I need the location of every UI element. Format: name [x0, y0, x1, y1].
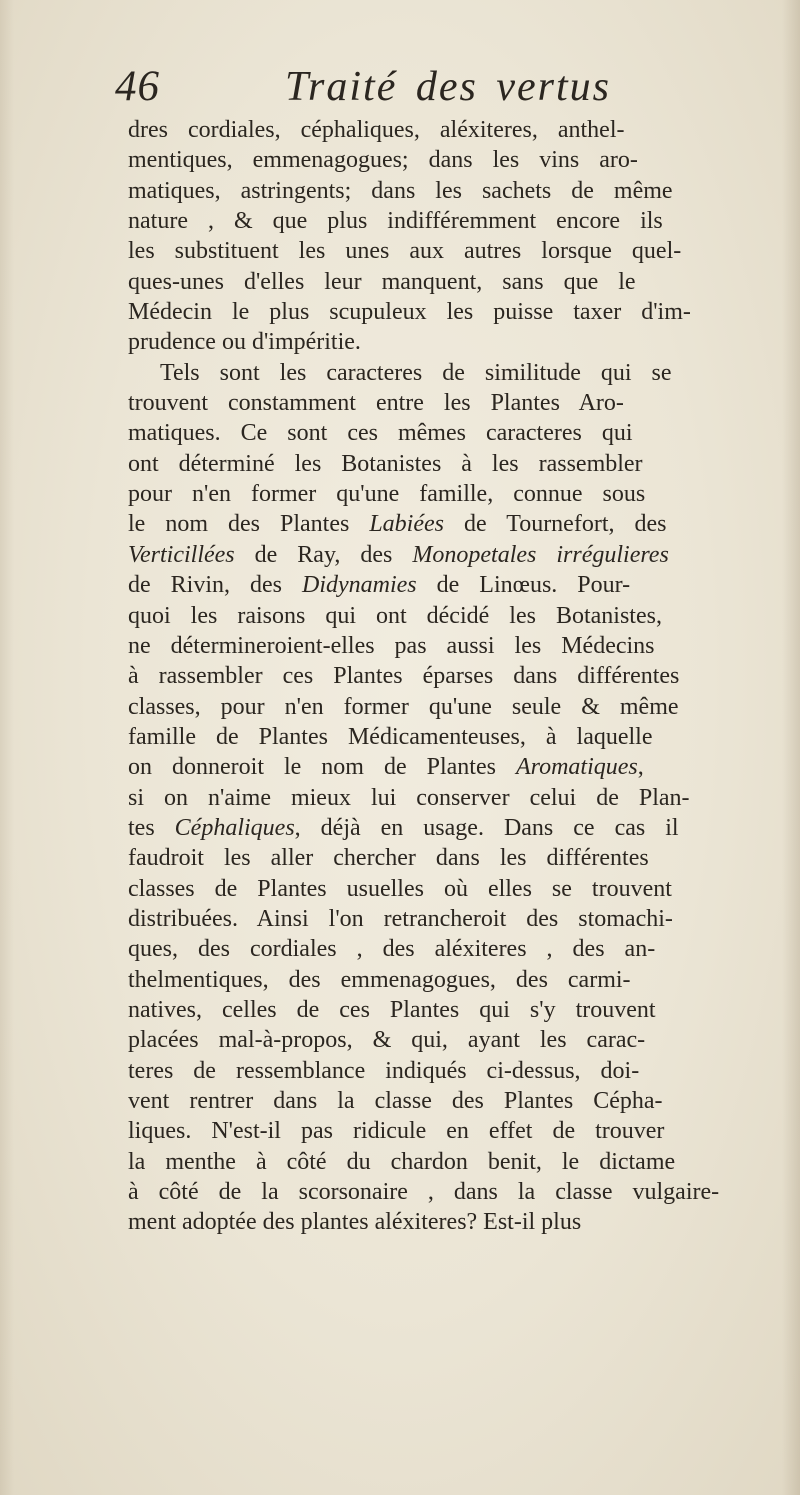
text-line [128, 692, 788, 722]
text-line-content: natives, celles de ces Plantes qui s'y trouvent [128, 996, 656, 1023]
text-line [128, 267, 788, 297]
text-line-content: ont déterminé les Botanistes à les rassembler [128, 450, 643, 477]
text-line-content: classes, pour n'en former qu'une seule & même [128, 693, 679, 720]
text-line-content: vent rentrer dans la classe des Plantes Cépha- [128, 1088, 663, 1114]
text-line-content: dres cordiales, céphaliques, aléxiteres, anthel- [128, 117, 625, 143]
text-line-content: pour n'en former qu'une famille, connue sous [128, 481, 646, 508]
text-line-content: tes Céphaliques, déjà en usage. Dans ce cas il [128, 814, 679, 841]
italic-term: Céphaliques [174, 814, 295, 841]
italic-term: Didynamies [302, 572, 417, 599]
text-line-content: ne détermineroient-elles pas aussi les Médecins [128, 632, 655, 659]
text-line-content: placées mal-à-propos, & qui, ayant les carac- [128, 1027, 646, 1054]
text-line [128, 540, 788, 570]
text-line [128, 115, 788, 145]
text-line [128, 995, 788, 1025]
text-line-content: distribuées. Ainsi l'on retrancheroit des stomachi- [128, 905, 673, 932]
text-line [128, 904, 788, 934]
text-line [128, 358, 788, 388]
text-line-content: ques-unes d'elles leur manquent, sans que le [128, 268, 636, 295]
text-line-content: ques, des cordiales , des aléxiteres , des an- [128, 936, 656, 963]
text-line-content: on donneroit le nom de Plantes Aromatiques, [128, 754, 644, 781]
text-line [128, 1025, 788, 1055]
italic-term: Aromatiques [515, 754, 638, 781]
text-line [128, 327, 788, 357]
text-line [128, 1086, 788, 1116]
text-line-content: prudence ou d'impéritie. [128, 329, 361, 356]
text-line [128, 1116, 788, 1146]
text-line-content: ment adoptée des plantes aléxiteres? Est-il plus [128, 1209, 582, 1236]
italic-term: Labiées [369, 511, 444, 538]
text-line-content: de Rivin, des Didynamies de Linœus. Pour- [128, 572, 631, 599]
text-line-content: si on n'aime mieux lui conserver celui de Plan- [128, 784, 690, 811]
text-line [128, 297, 788, 327]
body-text [128, 115, 788, 1238]
text-line-content: mentiques, emmenagogues; dans les vins aro- [128, 147, 638, 174]
text-line [128, 418, 788, 448]
text-line [128, 1056, 788, 1086]
text-line-content: nature , & que plus indifféremment encore ils [128, 208, 663, 235]
text-line-content: famille de Plantes Médicamenteuses, à laquelle [128, 723, 653, 750]
text-line [128, 509, 788, 539]
text-line [128, 176, 788, 206]
italic-term: Monopetales irrégulieres [412, 541, 669, 568]
text-line [128, 1147, 788, 1177]
text-line [128, 661, 788, 691]
text-line-content: Tels sont les caracteres de similitude qui se [160, 359, 672, 386]
text-line-content: quoi les raisons qui ont décidé les Botanistes, [128, 602, 662, 629]
text-line [128, 722, 788, 752]
text-line [128, 874, 788, 904]
text-line-content: Verticillées de Ray, des Monopetales irrégulieres [128, 541, 669, 568]
text-line [128, 206, 788, 236]
text-line-content: classes de Plantes usuelles où elles se trouvent [128, 875, 672, 902]
text-line [128, 843, 788, 873]
text-line [128, 601, 788, 631]
text-line [128, 965, 788, 995]
text-line-content: matiques. Ce sont ces mêmes caracteres qui [128, 420, 633, 447]
text-line [128, 479, 788, 509]
text-line-content: la menthe à côté du chardon benit, le dictame [128, 1148, 676, 1175]
text-line [128, 570, 788, 600]
page-number: 46 [115, 63, 160, 110]
text-line-content: faudroit les aller chercher dans les différentes [128, 845, 649, 872]
text-line [128, 388, 788, 418]
italic-term: Verticillées [128, 541, 235, 568]
text-line-content: thelmentiques, des emmenagogues, des carmi- [128, 966, 631, 993]
page-header [115, 62, 675, 122]
text-line [128, 449, 788, 479]
running-title: Traité des vertus [285, 64, 611, 110]
text-line-content: Médecin le plus scupuleux les puisse taxer d'im- [128, 299, 691, 326]
text-line [128, 783, 788, 813]
text-line [128, 934, 788, 964]
text-line-content: trouvent constamment entre les Plantes Aro- [128, 390, 624, 417]
text-line-content: matiques, astringents; dans les sachets de même [128, 177, 673, 204]
text-line [128, 1177, 788, 1207]
text-line [128, 813, 788, 843]
text-line [128, 145, 788, 175]
text-line-content: le nom des Plantes Labiées de Tournefort, des [128, 511, 667, 538]
page-edge-shadow-left [0, 0, 14, 1495]
text-line [128, 631, 788, 661]
text-line [128, 1207, 788, 1237]
text-line-content: liques. N'est-il pas ridicule en effet de trouver [128, 1118, 665, 1145]
text-line [128, 236, 788, 266]
text-line [128, 752, 788, 782]
text-line-content: à côté de la scorsonaire , dans la classe vulgaire- [128, 1179, 720, 1206]
text-line-content: les substituent les unes aux autres lorsque quel- [128, 238, 682, 265]
text-line-content: à rassembler ces Plantes éparses dans différentes [128, 663, 680, 690]
text-line-content: teres de ressemblance indiqués ci-dessus, doi- [128, 1057, 640, 1084]
